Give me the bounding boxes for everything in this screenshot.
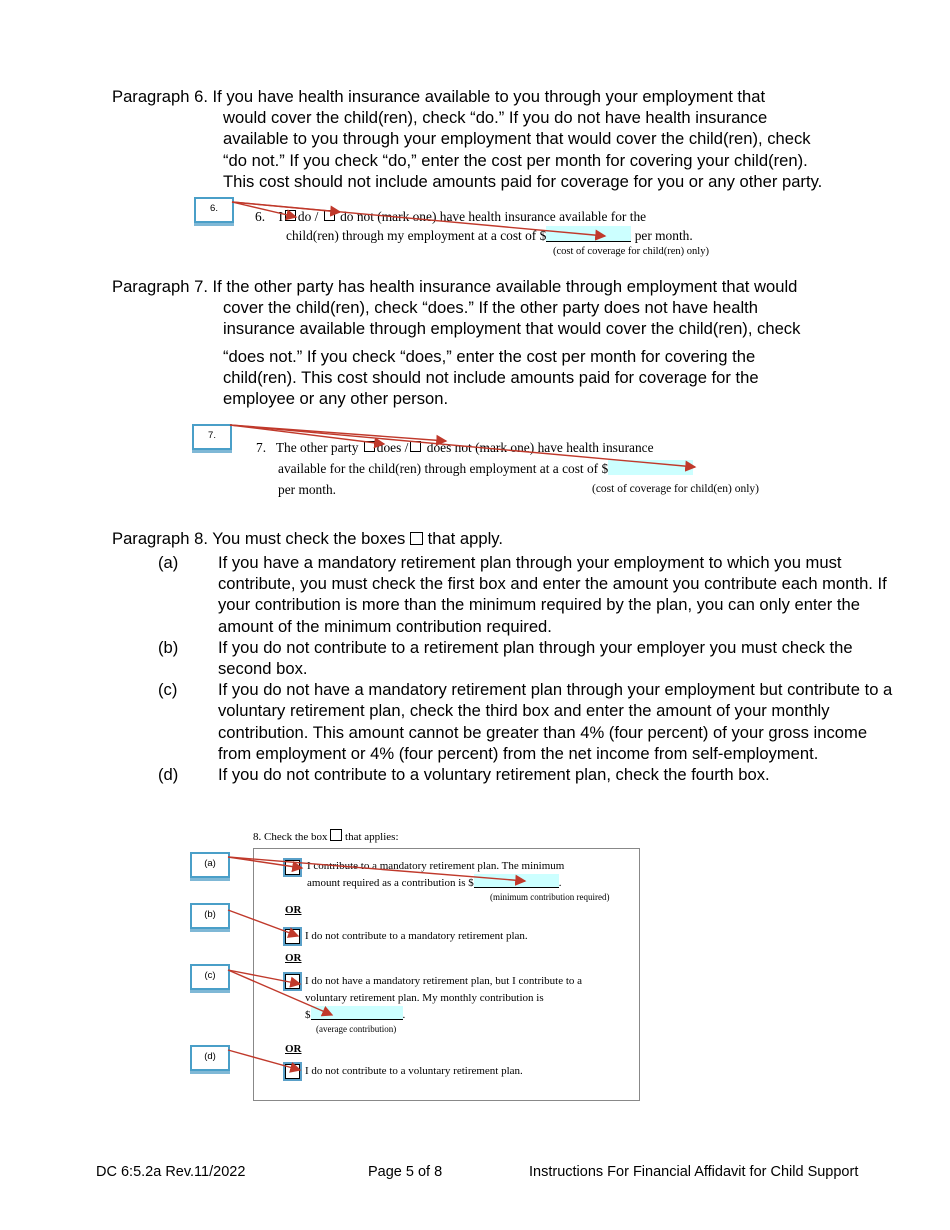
paragraph-8-lead-a: Paragraph 8. You must check the boxes <box>112 529 406 548</box>
do-not-checkbox[interactable] <box>324 210 335 221</box>
option-d-text: I do not contribute to a voluntary retirement plan. <box>305 1065 523 1077</box>
option-a-checkbox[interactable] <box>285 860 300 875</box>
option-c-checkbox[interactable] <box>285 974 300 989</box>
cost-field-6[interactable] <box>546 226 631 242</box>
list-item-label: (c) <box>158 680 178 700</box>
form-7-other-party: The other party <box>275 440 359 455</box>
checkbox-symbol-icon <box>330 829 342 841</box>
paragraph-6 <box>112 86 902 192</box>
paragraph-6-line: would cover the child(ren), check “do.” If you do not have health insurance <box>223 108 768 128</box>
paragraph-6-line: available to you through your employment that would cover the child(ren), check <box>223 129 811 149</box>
option-a-note: (minimum contribution required) <box>490 892 610 902</box>
list-item-text: If you have a mandatory retirement plan through your employment to which you must contribute, you must check the first box and enter the amount you contribute each month. If your contribution is more than the minimum required by the plan, you can only enter the amount of the minimum contribution required. <box>218 553 887 636</box>
option-b <box>285 928 528 944</box>
or-label: OR <box>285 952 302 964</box>
callout-7: 7. <box>192 424 232 450</box>
does-checkbox[interactable] <box>364 441 375 452</box>
list-item <box>158 679 898 764</box>
form-6-do: do / <box>297 209 319 224</box>
minimum-contribution-field[interactable] <box>474 874 559 888</box>
paragraph-8-list <box>158 552 898 785</box>
or-label: OR <box>285 1043 302 1055</box>
footer-page-number: Page 5 of 8 <box>368 1164 443 1180</box>
list-item <box>158 764 898 785</box>
paragraph-6-lead: Paragraph 6. If you have health insurance available to you through your employment that <box>112 87 766 106</box>
or-label: OR <box>285 904 302 916</box>
paragraph-7-line: employee or any other person. <box>223 389 449 409</box>
paragraph-7-line: insurance available through employment that would cover the child(ren), check <box>223 319 801 339</box>
list-item-text: If you do not contribute to a voluntary retirement plan, check the fourth box. <box>218 765 770 785</box>
callout-6: 6. <box>194 197 234 223</box>
form-7-does-not: does not (mark one) have health insurance <box>426 440 654 455</box>
form-6-do-not: do not (mark one) have health insurance available for the <box>340 209 647 224</box>
list-item <box>158 637 898 679</box>
option-c-note: (average contribution) <box>316 1023 397 1034</box>
option-d <box>285 1063 523 1079</box>
callout-a: (a) <box>190 852 230 878</box>
list-item-text: If you do not have a mandatory retirement plan through your employment but contribute to a voluntary retirement plan, check the third box and enter the amount of your monthly contribution. This amount cannot be greater than 4% (four percent) of your gross income from employment or 4% (four percent) from the net income from self-employment. <box>218 680 893 763</box>
form-8-heading-a: 8. Check the box <box>253 831 328 843</box>
paragraph-6-line: This cost should not include amounts paid for coverage for you or any other party. <box>223 171 823 191</box>
paragraph-7 <box>112 276 902 409</box>
paragraph-7-line: child(ren). This cost should not include amounts paid for coverage for the <box>223 367 759 387</box>
option-b-text: I do not contribute to a mandatory retirement plan. <box>305 930 528 942</box>
paragraph-8-lead-b: that apply. <box>427 529 503 548</box>
form-6-line2: child(ren) through my employment at a cost of <box>286 228 537 243</box>
list-item-label: (d) <box>158 765 179 785</box>
paragraph-8-lead <box>112 528 902 549</box>
callout-b: (b) <box>190 903 230 929</box>
form-6-number: 6. <box>255 209 266 224</box>
option-a-line2: amount required as a contribution is $ <box>307 877 474 889</box>
form-6-i: I <box>278 209 283 224</box>
form-excerpt-6 <box>255 207 775 258</box>
option-a: I contribute to a mandatory retirement plan. The minimum amount required as a contribution is $ . (minimum contribution required) <box>285 858 635 903</box>
checkbox-symbol-icon <box>410 532 423 545</box>
form-7-line3: per month. <box>278 482 337 497</box>
option-c: I do not have a mandatory retirement plan, but I contribute to a voluntary retirement plan. My monthly contribution is $ . (average contribution) <box>285 973 635 1035</box>
list-item-label: (a) <box>158 553 179 572</box>
form-7-number: 7. <box>256 440 267 455</box>
form-7-line2: available for the child(ren) through employment at a cost of $ <box>278 461 609 476</box>
cost-field-7[interactable] <box>608 460 693 475</box>
list-item-text: If you do not contribute to a retirement plan through your employer you must check the second box. <box>218 637 853 679</box>
form-7-does: does / <box>376 440 409 455</box>
does-not-checkbox[interactable] <box>410 441 421 452</box>
form-6-per-month: per month. <box>634 228 693 243</box>
form-6-note: (cost of coverage for child(ren) only) <box>553 246 709 257</box>
form-excerpt-7 <box>256 437 796 500</box>
form-8-heading <box>253 829 399 843</box>
footer-form-id: DC 6:5.2a Rev.11/2022 <box>96 1164 246 1180</box>
callout-c: (c) <box>190 964 230 990</box>
list-item-label: (b) <box>158 637 179 657</box>
option-c-line1: I do not have a mandatory retirement plan, but I contribute to a <box>305 975 583 987</box>
callout-d: (d) <box>190 1045 230 1071</box>
paragraph-7-line: cover the child(ren), check “does.” If the other party does not have health <box>223 298 758 318</box>
paragraph-7-line: “does not.” If you check “does,” enter the cost per month for covering the <box>223 346 756 366</box>
paragraph-7-lead: Paragraph 7. If the other party has health insurance available through employment that would <box>112 277 798 296</box>
option-a-line1: I contribute to a mandatory retirement plan. The minimum <box>307 860 565 872</box>
paragraph-6-line: “do not.” If you check “do,” enter the cost per month for covering your child(ren). <box>223 150 808 170</box>
list-item <box>158 552 898 637</box>
footer-title: Instructions For Financial Affidavit for Child Support <box>529 1164 859 1180</box>
form-7-note: (cost of coverage for child(en) only) <box>592 483 759 495</box>
form-6-dollar: $ <box>539 228 547 243</box>
do-checkbox[interactable] <box>285 210 296 221</box>
option-b-checkbox[interactable] <box>285 929 300 944</box>
option-c-dollar: $ <box>305 1009 311 1021</box>
option-c-line2: voluntary retirement plan. My monthly contribution is <box>305 991 544 1004</box>
option-d-checkbox[interactable] <box>285 1064 300 1079</box>
monthly-contribution-field[interactable] <box>311 1006 403 1020</box>
form-8-heading-b: that applies: <box>345 831 399 843</box>
